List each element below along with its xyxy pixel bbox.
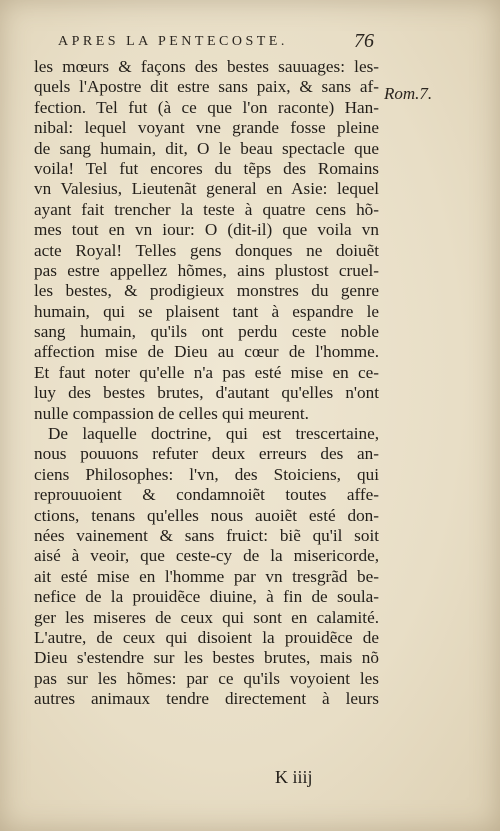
text-line: affection mise de Dieu au cœur de l'homme.	[34, 342, 379, 362]
margin-note: Rom.7.	[384, 84, 433, 103]
running-head: APRES LA PENTECOSTE.	[58, 34, 288, 49]
text-line: voila! Tel fut encores du tẽps des Romains	[34, 158, 379, 178]
text-line: quels l'Apostre dit estre sans paix, & sans af-	[34, 77, 379, 97]
text-line: De laquelle doctrine, qui est trescertaine,	[48, 424, 379, 444]
text-line: acte Royal! Telles gens donques ne doiuẽt	[34, 240, 379, 260]
text-line: sang humain, qu'ils ont perdu ceste noble	[34, 322, 379, 342]
text-line: reprouuoient & condamnoiẽt toutes affe-	[34, 485, 379, 505]
text-line: pas estre appellez hõmes, ains plustost cruel-	[34, 260, 379, 280]
text-line: nulle compassion de celles qui meurent.	[34, 403, 309, 423]
text-line: ayant fait trencher la teste à quatre cens hõ-	[34, 199, 379, 219]
text-line: fection. Tel fut (à ce que l'on raconte) Han-	[34, 97, 379, 117]
text-line: vn Valesius, Lieutenãt general en Asie: lequel	[34, 179, 379, 199]
text-line: les bestes, & prodigieux monstres du genre	[34, 281, 379, 301]
text-line: ger les miseres de ceux qui sont en calamité.	[34, 607, 379, 627]
text-line: mes tout en vn iour: O (dit-il) que voila vn	[34, 220, 379, 240]
signature-mark: K iiij	[275, 767, 313, 787]
text-line: nées vainement & sans fruict: biẽ qu'il soit	[34, 525, 379, 545]
text-line: ctions, tenans qu'elles nous auoiẽt esté don-	[34, 505, 379, 525]
text-line: L'autre, de ceux qui disoient la prouidẽce de	[34, 627, 379, 647]
text-line: Et faut noter qu'elle n'a pas esté mise en ce-	[34, 362, 379, 382]
text-line: autres animaux tendre directement à leurs	[34, 689, 379, 709]
text-line: de sang humain, dit, O le beau spectacle que	[34, 138, 379, 158]
text-line: humain, qui se plaisent tant à espandre le	[34, 301, 379, 321]
text-line: nefice de la prouidẽce diuine, à fin de soula-	[34, 587, 379, 607]
text-line: Dieu s'estendre sur les bestes brutes, mais nõ	[34, 648, 379, 668]
text-line: ait esté mise en l'homme par vn tresgrãd be-	[34, 566, 379, 586]
text-line: nous pouuons refuter deux erreurs des an-	[34, 444, 379, 464]
body-text	[34, 57, 379, 710]
text-line: nibal: lequel voyant vne grande fosse pleine	[34, 118, 379, 138]
page-number: 76	[354, 30, 374, 52]
text-line: aisé à veoir, que ceste-cy de la misericorde,	[34, 546, 379, 566]
text-line: luy des bestes brutes, d'autant qu'elles n'ont	[34, 383, 379, 403]
text-line: pas sur les hõmes: par ce qu'ils voyoient les	[34, 668, 379, 688]
text-line: ciens Philosophes: l'vn, des Stoiciens, qui	[34, 464, 379, 484]
text-line: les mœurs & façons des bestes sauuages: les-	[34, 57, 379, 76]
